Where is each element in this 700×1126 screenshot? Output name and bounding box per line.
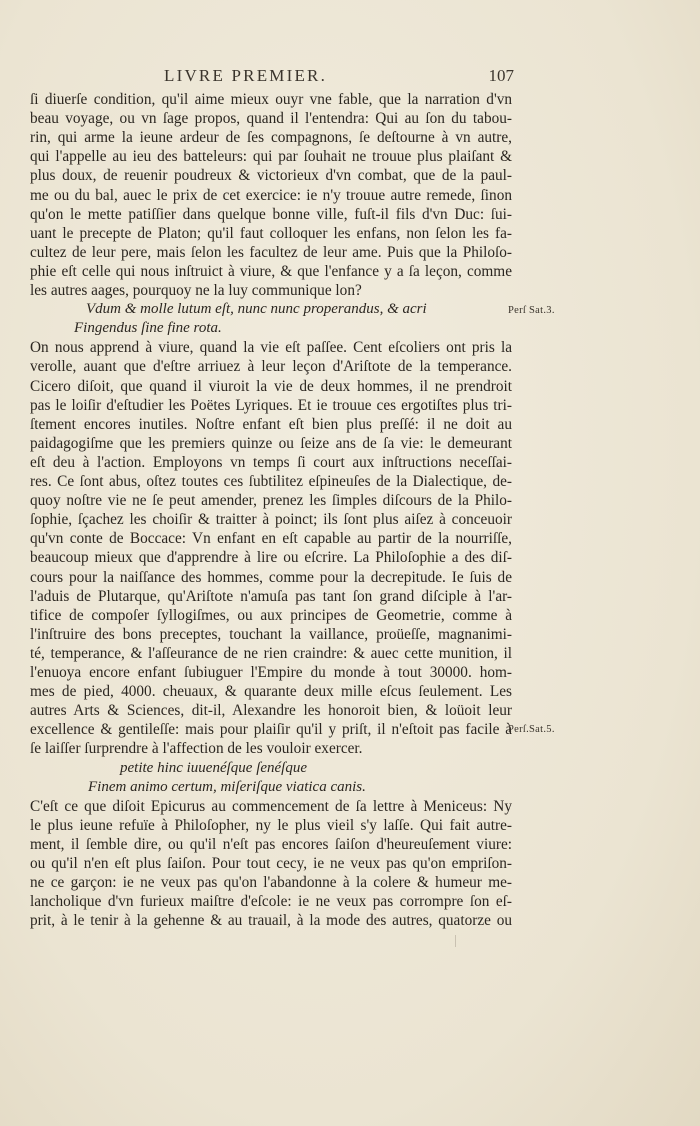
text-line: l'inſtruire des bons preceptes, touchant la vaillance, proüeſſe, magnanimi- (30, 625, 512, 643)
text-line: On nous apprend à viure, quand la vie eſt paſſee. Cent eſcoliers ont pris la (30, 339, 512, 357)
page-header (148, 66, 514, 86)
text-line: l'enuoya encore enfant ſubiuguer l'Empire du monde à tout 30000. hom- (30, 664, 512, 681)
text-line: cours pour la naiſſance des hommes, comme pour la decrepitude. Ie ſuis de (30, 568, 512, 586)
text-line: l'aduis de Plutarque, qu'Ariſtote n'amuſa pas tant ſon grand diſciple à l'ar- (30, 587, 512, 605)
text-line: mes de pied, 4000. cheuaux, & quarante deux mille eſcus ſeulement. Les (30, 683, 512, 701)
text-line: ne ce garçon: ie ne veux pas qu'on l'abandonne à la colere & humeur me- (30, 874, 512, 892)
text-line: qu'on le mette patiſſier dans quelque bonne ville, fuſt-il fils d'vn Duc: ſui- (30, 205, 512, 223)
text-line: res. Ce ſont abus, oſtez toutes ces ſubtilitez eſpineuſes de la Dialectique, de- (30, 473, 512, 490)
text-line: lancholique d'vn furieux maiſtre d'eſcole: ie ne veux pas corrompre ſon eſ- (30, 893, 512, 911)
text-line: ſophie, ſçachez les choiſir & traitter à poinct; ils ſont plus aiſez à conceuoir (30, 511, 512, 529)
text-line: qui l'appelle au ieu des batteleurs: qui par ſouhait ne trouue plus plaiſant & (30, 148, 512, 166)
page-number: 107 (488, 66, 514, 85)
text-line: uant le precepte de Platon; qu'il faut colloquer les enfans, non ſelon les fa- (30, 224, 512, 242)
text-line: tifice de compoſer ſyllogiſmes, ou aux principes de Geometrie, comme à (30, 606, 512, 624)
text-line: C'eſt ce que diſoit Epicurus au commencement de ſa lettre à Meniceus: Ny (30, 797, 512, 815)
paper-mark (455, 935, 456, 947)
text-line: quoy noſtre vie ne ſe peut amender, prenez les ſimples diſcours de la Philo- (30, 492, 512, 510)
text-line: eſt deu à l'action. Employons vn temps ſi court aux inſtructions neceſſai- (30, 453, 512, 471)
text-line: ment, il ſemble dire, ou qu'il n'eſt pas encores ſaiſon d'heureuſement viure: (30, 835, 512, 853)
text-line: autres Arts & Sciences, dit-il, Alexandre les honoroit bien, & loüoit leur (30, 702, 512, 720)
text-line: ou qu'il n'en eſt plus ſaiſon. Pour tout cecy, ie ne veux pas qu'on empriſon- (30, 855, 512, 872)
text-line: phie eſt celle qui nous inſtruict à viure, & que l'enfance y a ſa leçon, comme (30, 262, 512, 280)
text-line: plus doux, de reuenir poudreux & victorieux d'vn combat, que de la paul- (30, 167, 512, 185)
text-line: té, temperance, & l'aſſeurance de ne rien craindre: & auec cette munition, il (30, 644, 512, 662)
verse-line: petite hinc iuuenéſque ſenéſque (120, 759, 308, 776)
text-line: paidagogiſme que les premiers quinze ou ſeize ans de ſa vie: le demeurant (30, 434, 512, 452)
margin-note-persius-sat-3: Perſ Sat.3. (508, 305, 555, 316)
margin-note-persius-sat-5: Perſ.Sat.5. (508, 724, 555, 735)
text-line: excellence & gentileſſe: mais pour plaiſir qu'il y priſt, il n'eſtoit pas facile à (30, 721, 512, 739)
text-line: ſtement encores inutiles. Noſtre enfant eſt bien plus preſſé: il ne doit au (30, 415, 512, 433)
verse-line: Finem animo certum, miſeriſque viatica canis. (88, 778, 366, 795)
running-title: LIVRE PREMIER. (164, 66, 328, 85)
verse-line: Vdum & molle lutum eſt, nunc nunc properandus, & acri (86, 301, 427, 318)
text-line: rin, qui arme la ieune ardeur de ſes compagnons, ſe deſtourne à vn autre, (30, 129, 512, 147)
text-line: beaucoup mieux que d'apprendre à lire ou eſcrire. La Philoſophie a des diſ- (30, 549, 512, 567)
text-line: cultez de leur pere, mais ſelon les facultez de leur ame. Puis que la Philoſo- (30, 243, 512, 261)
verse-line: Fingendus ſine fine rota. (74, 320, 222, 337)
text-line: beau voyage, ou vn ſage propos, quand il l'entendra: Qui au ſon du tabou- (30, 110, 512, 128)
text-line: verolle, auant que d'eſtre arriuez à leur leçon d'Ariſtote de la temperance. (30, 358, 512, 376)
text-line: le plus ieune refuïe à Philoſopher, ny le plus vieil s'y laſſe. Qui fait autre- (30, 816, 512, 834)
text-line: me ou du bal, auec le prix de cet exercice: ie n'y trouue autre remede, ſinon (30, 186, 512, 204)
text-line: qu'vn conte de Boccace: Vn enfant en eſt capable au partir de la nourriſſe, (30, 530, 512, 548)
text-line: pas le loiſir d'eſtudier les Poëtes Lyriques. Et ie trouue ces ergotiſtes plus tri- (30, 396, 512, 414)
text-line: ſi diuerſe condition, qu'il aime mieux ouyr vne fable, que la narration d'vn (30, 91, 512, 108)
text-line: prit, à le tenir à la gehenne & au trauail, à la mode des autres, quatorze ou (30, 912, 512, 930)
text-line: les autres aages, pourquoy ne la luy communique lon? (30, 282, 362, 299)
text-line: Cicero diſoit, que quand il viuroit la vie de deux hommes, il ne prendroit (30, 377, 512, 395)
text-line: ſe laiſſer ſurprendre à l'affection de les vouloir exercer. (30, 740, 363, 758)
